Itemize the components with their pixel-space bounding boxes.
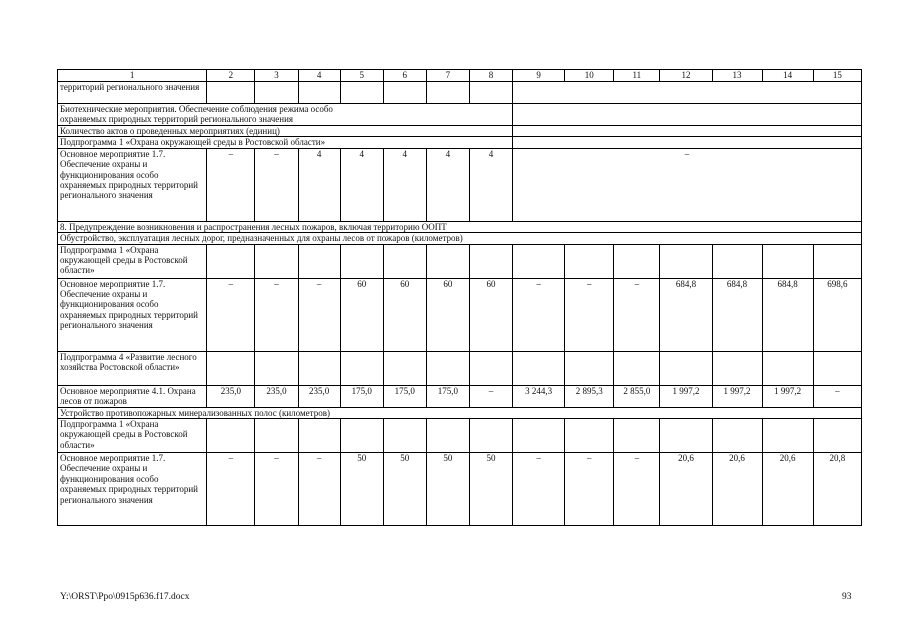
value-cell: 20,6 [762, 453, 813, 526]
value-cell: 3 244,3 [513, 385, 565, 407]
row-label: Основное мероприятие 1.7. Обеспечение охраны и функционирования особо охраняемых природных территорий регионального значения [58, 148, 207, 221]
value-cell: 1 997,2 [762, 385, 813, 407]
header-cell: 9 [513, 70, 565, 82]
value-cell: 4 [469, 148, 512, 221]
row-label: Основное мероприятие 1.7. Обеспечение охраны и функционирования особо охраняемых природных территорий регионального значения [58, 278, 207, 351]
section-heading: 8. Предупреждение возникновения и распространения лесных пожаров, включая территорию ООПТ [58, 221, 862, 232]
table-row [58, 407, 862, 418]
value-cell: – [207, 278, 255, 351]
value-cell: – [614, 453, 660, 526]
value-cell: 2 855,0 [614, 385, 660, 407]
value-cell: 4 [298, 148, 340, 221]
row-label: Подпрограмма 4 «Развитие лесного хозяйства Ростовской области» [58, 351, 207, 385]
value-cell: 1 997,2 [660, 385, 712, 407]
value-cell: 698,6 [813, 278, 861, 351]
value-cell: – [513, 148, 862, 221]
section-heading: Обустройство, эксплуатация лесных дорог, предназначенных для охраны лесов от пожаров (километров) [58, 233, 862, 244]
value-cell: – [565, 453, 614, 526]
table-row [58, 148, 862, 221]
value-cell: – [298, 278, 340, 351]
value-cell: – [255, 148, 298, 221]
header-cell: 4 [298, 70, 340, 82]
table-row [58, 221, 862, 232]
table-row [58, 351, 862, 385]
value-cell: 684,8 [712, 278, 762, 351]
value-cell: 50 [469, 453, 512, 526]
value-cell: – [207, 148, 255, 221]
value-cell: 4 [383, 148, 426, 221]
subprogram-heading: Подпрограмма 1 «Охрана окружающей среды в Ростовской области» [58, 137, 513, 148]
value-cell: 684,8 [660, 278, 712, 351]
row-label: Подпрограмма 1 «Охрана окружающей среды в Ростовской области» [58, 244, 207, 278]
header-cell: 3 [255, 70, 298, 82]
value-cell: 60 [426, 278, 469, 351]
value-cell: – [469, 385, 512, 407]
value-cell: – [207, 453, 255, 526]
value-cell: 1 997,2 [712, 385, 762, 407]
value-cell: 20,8 [813, 453, 861, 526]
table-row [58, 104, 862, 126]
header-cell: 14 [762, 70, 813, 82]
value-cell: 4 [340, 148, 383, 221]
value-cell: 175,0 [426, 385, 469, 407]
value-cell: 20,6 [660, 453, 712, 526]
value-cell: 235,0 [298, 385, 340, 407]
table-row [58, 244, 862, 278]
value-cell: 20,6 [712, 453, 762, 526]
table-row [58, 419, 862, 453]
section-heading: Устройство противопожарных минерализованных полос (километров) [58, 407, 862, 418]
value-cell: 684,8 [762, 278, 813, 351]
header-cell: 13 [712, 70, 762, 82]
value-cell: – [614, 278, 660, 351]
table-row [58, 453, 862, 526]
table-row [58, 137, 862, 148]
page-number: 93 [842, 592, 852, 602]
table-row [58, 233, 862, 244]
header-cell: 6 [383, 70, 426, 82]
row-label: Основное мероприятие 4.1. Охрана лесов от пожаров [58, 385, 207, 407]
row-label: Подпрограмма 1 «Охрана окружающей среды в Ростовской области» [58, 419, 207, 453]
value-cell: 50 [426, 453, 469, 526]
value-cell: 50 [340, 453, 383, 526]
row-label: территорий регионального значения [58, 82, 207, 104]
value-cell: 175,0 [340, 385, 383, 407]
value-cell: 50 [383, 453, 426, 526]
section-heading: Биотехнические мероприятия. Обеспечение соблюдения режима особо охраняемых природных территорий регионального значения [58, 104, 513, 126]
header-cell: 11 [614, 70, 660, 82]
value-cell: – [513, 278, 565, 351]
header-cell: 1 [58, 70, 207, 82]
table-row [58, 82, 862, 104]
header-cell: 5 [340, 70, 383, 82]
value-cell: 235,0 [255, 385, 298, 407]
table-header-row [58, 70, 862, 82]
value-cell: 60 [469, 278, 512, 351]
value-cell: – [513, 453, 565, 526]
header-cell: 8 [469, 70, 512, 82]
table-row [58, 126, 862, 137]
header-cell: 10 [565, 70, 614, 82]
value-cell: 60 [383, 278, 426, 351]
value-cell: – [813, 385, 861, 407]
data-table [57, 69, 862, 526]
row-label: Основное мероприятие 1.7. Обеспечение охраны и функционирования особо охраняемых природных территорий регионального значения [58, 453, 207, 526]
file-path-footer: Y:\ORST\Ppo\0915p636.f17.docx [60, 592, 190, 602]
value-cell: – [565, 278, 614, 351]
value-cell: – [298, 453, 340, 526]
value-cell: – [255, 453, 298, 526]
header-cell: 15 [813, 70, 861, 82]
value-cell: – [255, 278, 298, 351]
table-row [58, 278, 862, 351]
header-cell: 7 [426, 70, 469, 82]
section-heading: Количество актов о проведенных мероприятиях (единиц) [58, 126, 513, 137]
value-cell: 2 895,3 [565, 385, 614, 407]
value-cell: 235,0 [207, 385, 255, 407]
value-cell: 60 [340, 278, 383, 351]
table-row [58, 385, 862, 407]
value-cell: 4 [426, 148, 469, 221]
header-cell: 12 [660, 70, 712, 82]
header-cell: 2 [207, 70, 255, 82]
value-cell: 175,0 [383, 385, 426, 407]
